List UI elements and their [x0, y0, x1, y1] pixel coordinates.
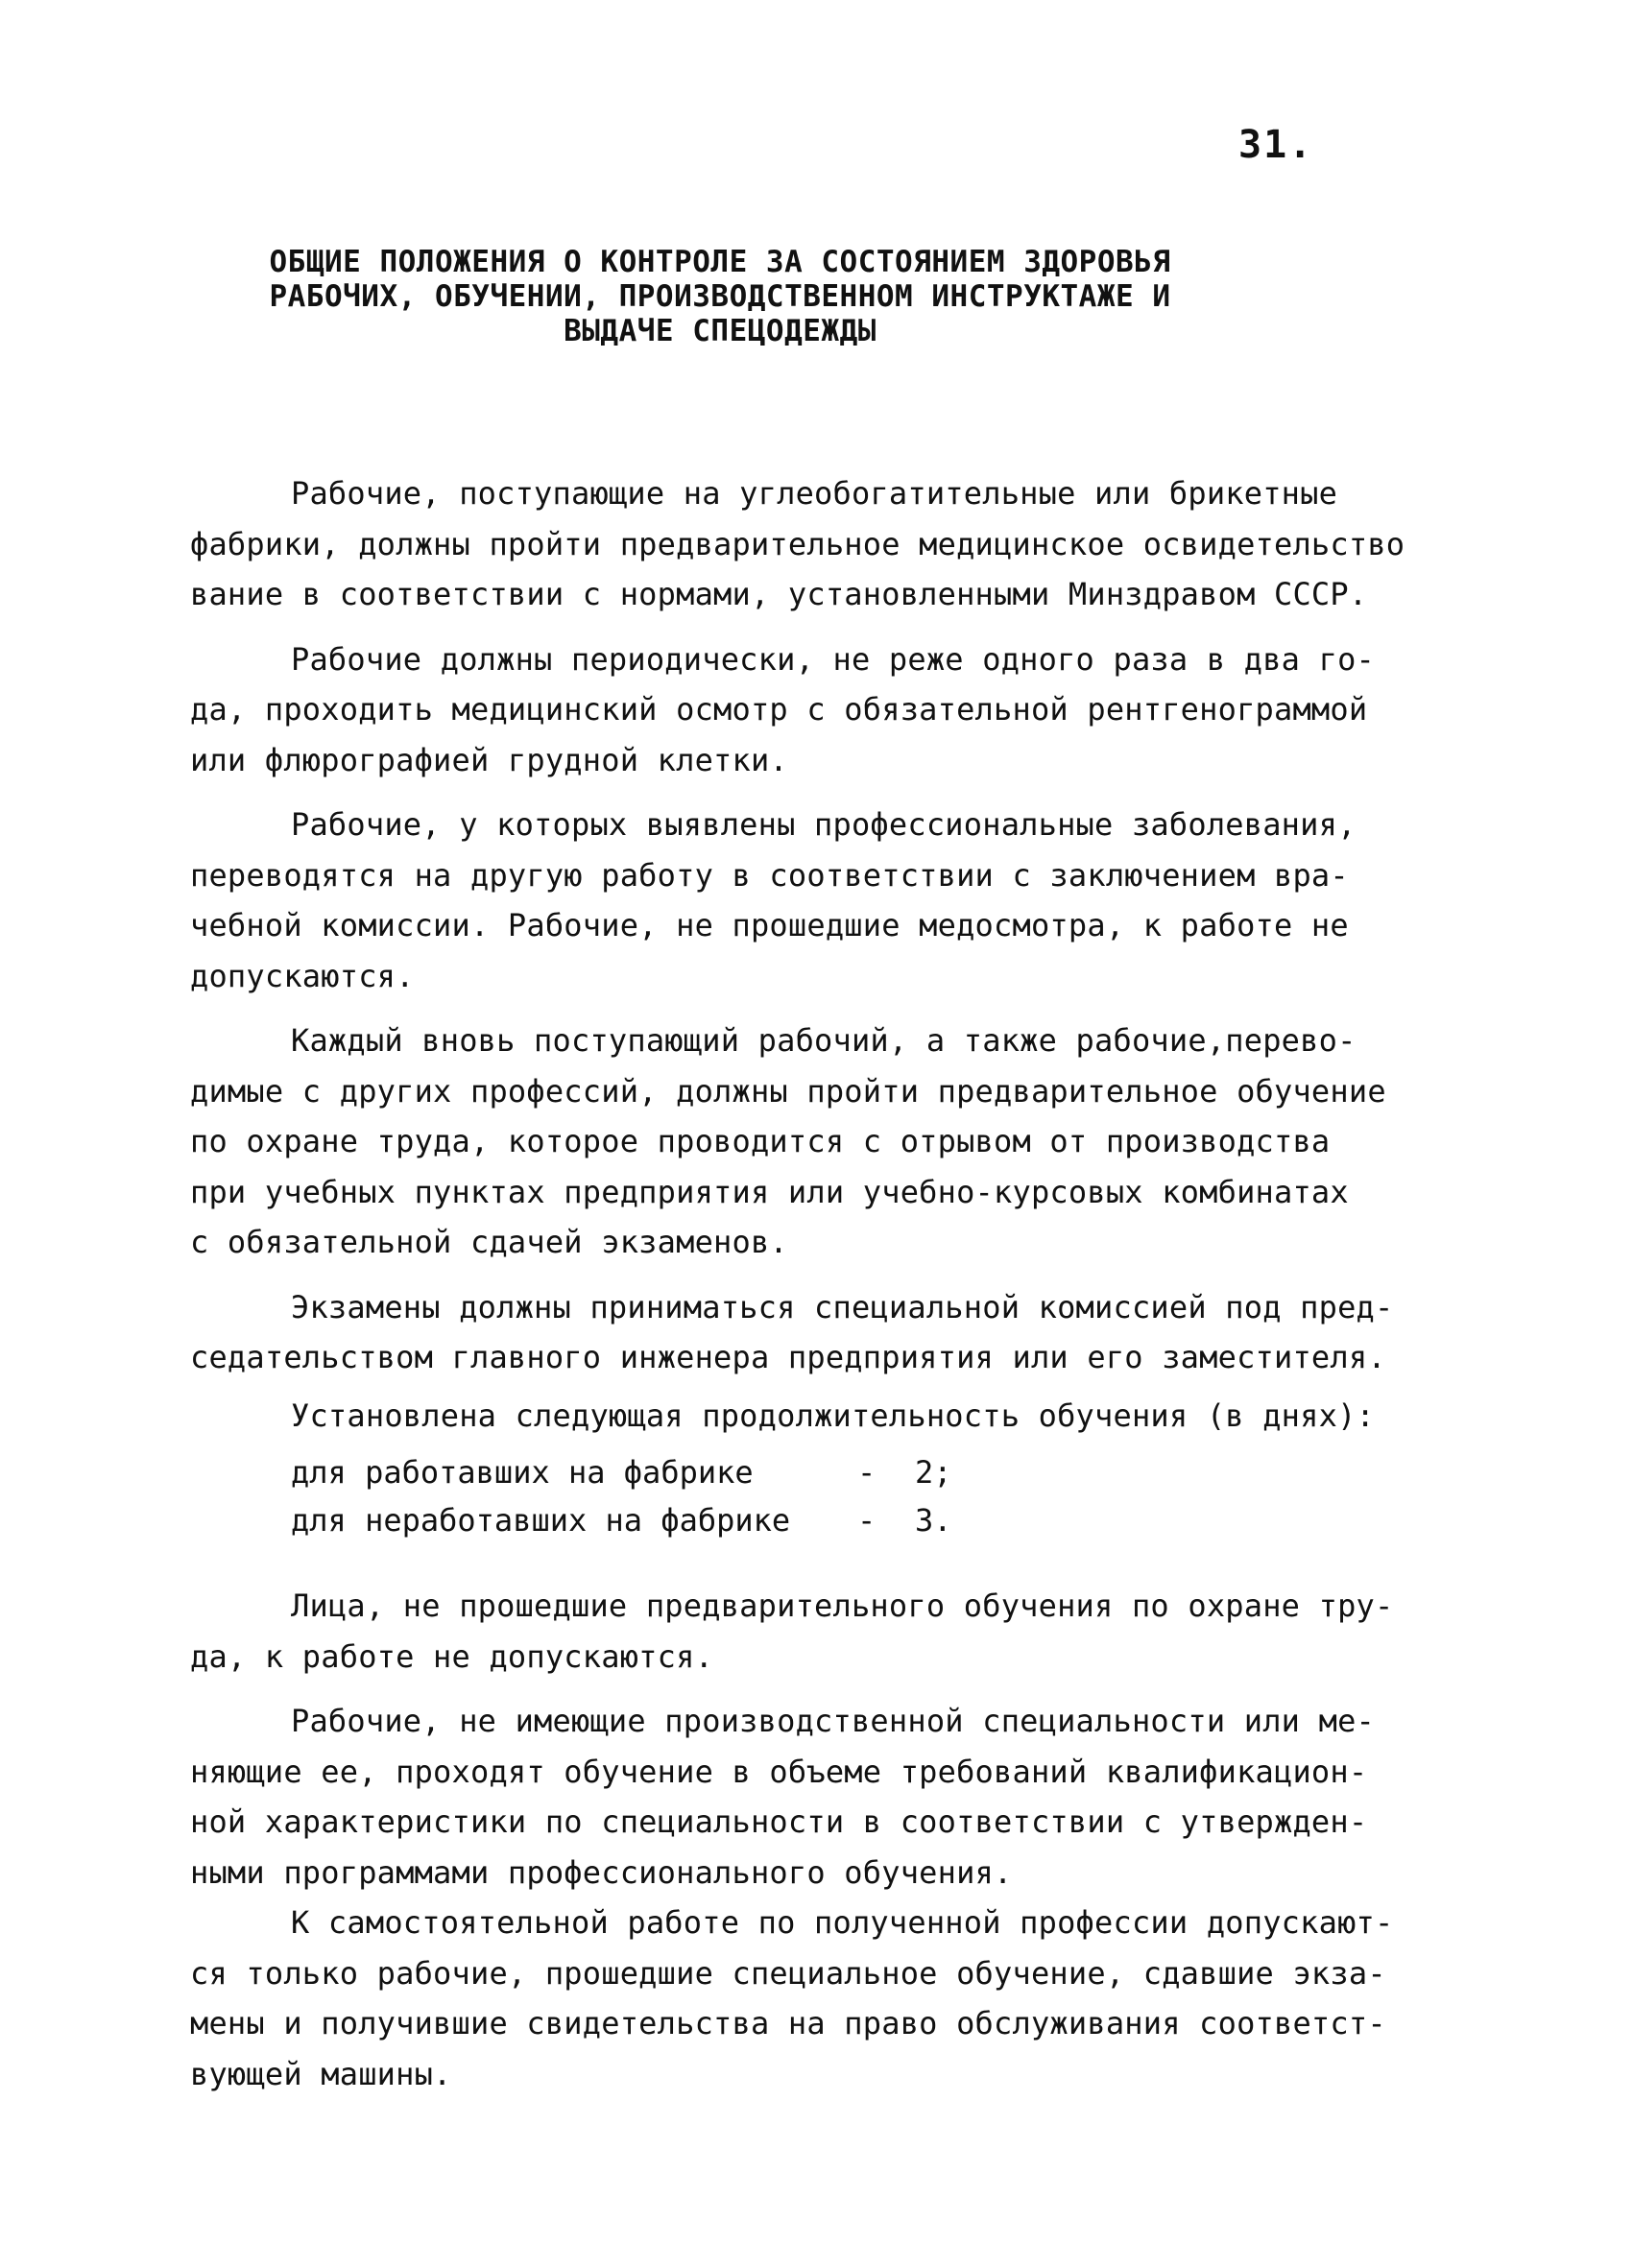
paragraph-training-duration: [190, 1391, 1457, 1442]
duration-dash: -: [857, 1454, 877, 1491]
paragraph-safety-training: [190, 1015, 1457, 1268]
paragraph-occupational-disease: [190, 800, 1457, 1001]
text-line: К самостоятельной работе по полученной профессии допускают-: [291, 1904, 1394, 1941]
duration-value: 2;: [915, 1454, 952, 1491]
paragraph-independent-work: [190, 1898, 1457, 2099]
text-line: да, к работе не допускаются.: [190, 1637, 714, 1675]
text-line: Рабочие, не имеющие производственной специальности или ме-: [291, 1703, 1376, 1739]
text-line: димые с других профессий, должны пройти предварительное обучение: [190, 1072, 1386, 1110]
duration-label: для неработавших на фабрике: [291, 1502, 791, 1539]
paragraph-no-training-no-work: [190, 1581, 1457, 1682]
text-line: или флюрографией грудной клетки.: [190, 741, 788, 778]
paragraph-periodic-exam: [190, 634, 1457, 786]
paragraph-exam-commission: [190, 1282, 1457, 1383]
text-line: Рабочие должны периодически, не реже одного раза в два го-: [291, 640, 1376, 678]
title-line: РАБОЧИХ, ОБУЧЕНИИ, ПРОИЗВОДСТВЕННОМ ИНСТРУКТАЖЕ И: [269, 279, 1171, 314]
title-line: ВЫДАЧЕ СПЕЦОДЕЖДЫ: [564, 314, 877, 348]
text-line: няющие ее, проходят обучение в объеме требований квалификацион-: [190, 1753, 1368, 1790]
text-line: ными программами профессионального обучения.: [190, 1853, 1013, 1891]
text-line: по охране труда, которое проводится с отрывом от производства: [190, 1123, 1331, 1159]
text-line: Каждый вновь поступающий рабочий, а также рабочие,перево-: [291, 1022, 1357, 1059]
duration-label: для работавших на фабрике: [291, 1454, 754, 1491]
text-line: вание в соответствии с нормами, установленными Минздравом СССР.: [190, 576, 1368, 612]
text-line: при учебных пунктах предприятия или учебно-курсовых комбинатах: [190, 1173, 1349, 1210]
duration-value: 3.: [915, 1502, 952, 1539]
text-line: чебной комиссии. Рабочие, не прошедшие медосмотра, к работе не: [190, 907, 1349, 943]
title-line: ОБЩИЕ ПОЛОЖЕНИЯ О КОНТРОЛЕ ЗА СОСТОЯНИЕМ ЗДОРОВЬЯ: [269, 245, 1171, 279]
text-line: мены и получившие свидетельства на право обслуживания соответст-: [190, 2005, 1386, 2041]
text-line: вующей машины.: [190, 2055, 452, 2092]
document-body: [190, 468, 1457, 2099]
text-line: Рабочие, у которых выявлены профессиональные заболевания,: [291, 806, 1357, 843]
text-line: Рабочие, поступающие на углеобогатительные или брикетные: [291, 475, 1338, 512]
text-line: допускаются.: [190, 957, 415, 994]
text-line: Лица, не прошедшие предварительного обучения по охране тру-: [291, 1588, 1394, 1624]
text-line: Экзамены должны приниматься специальной комиссией под пред-: [291, 1288, 1394, 1325]
text-line: ной характеристики по специальности в соответствии с утвержден-: [190, 1803, 1368, 1840]
text-line: фабрики, должны пройти предварительное медицинское освидетельство: [190, 525, 1405, 562]
document-title: [173, 245, 1267, 348]
text-line: седательством главного инженера предприятия или его заместителя.: [190, 1339, 1386, 1375]
text-line: с обязательной сдачей экзаменов.: [190, 1224, 788, 1260]
training-duration-list: [190, 1448, 1457, 1544]
text-line: переводятся на другую работу в соответствии с заключением вра-: [190, 856, 1349, 894]
paragraph-professional-training: [190, 1696, 1457, 1898]
page-number: 31.: [1238, 123, 1314, 167]
paragraph-medical-exam: [190, 468, 1457, 620]
text-line: ся только рабочие, прошедшие специальное обучение, сдавшие экза-: [190, 1954, 1386, 1992]
text-line: Установлена следующая продолжительность обучения (в днях):: [291, 1397, 1376, 1434]
duration-dash: -: [857, 1502, 877, 1539]
duration-row: [190, 1448, 1457, 1496]
duration-row: [190, 1496, 1457, 1544]
text-line: да, проходить медицинский осмотр с обязательной рентгенограммой: [190, 691, 1368, 728]
